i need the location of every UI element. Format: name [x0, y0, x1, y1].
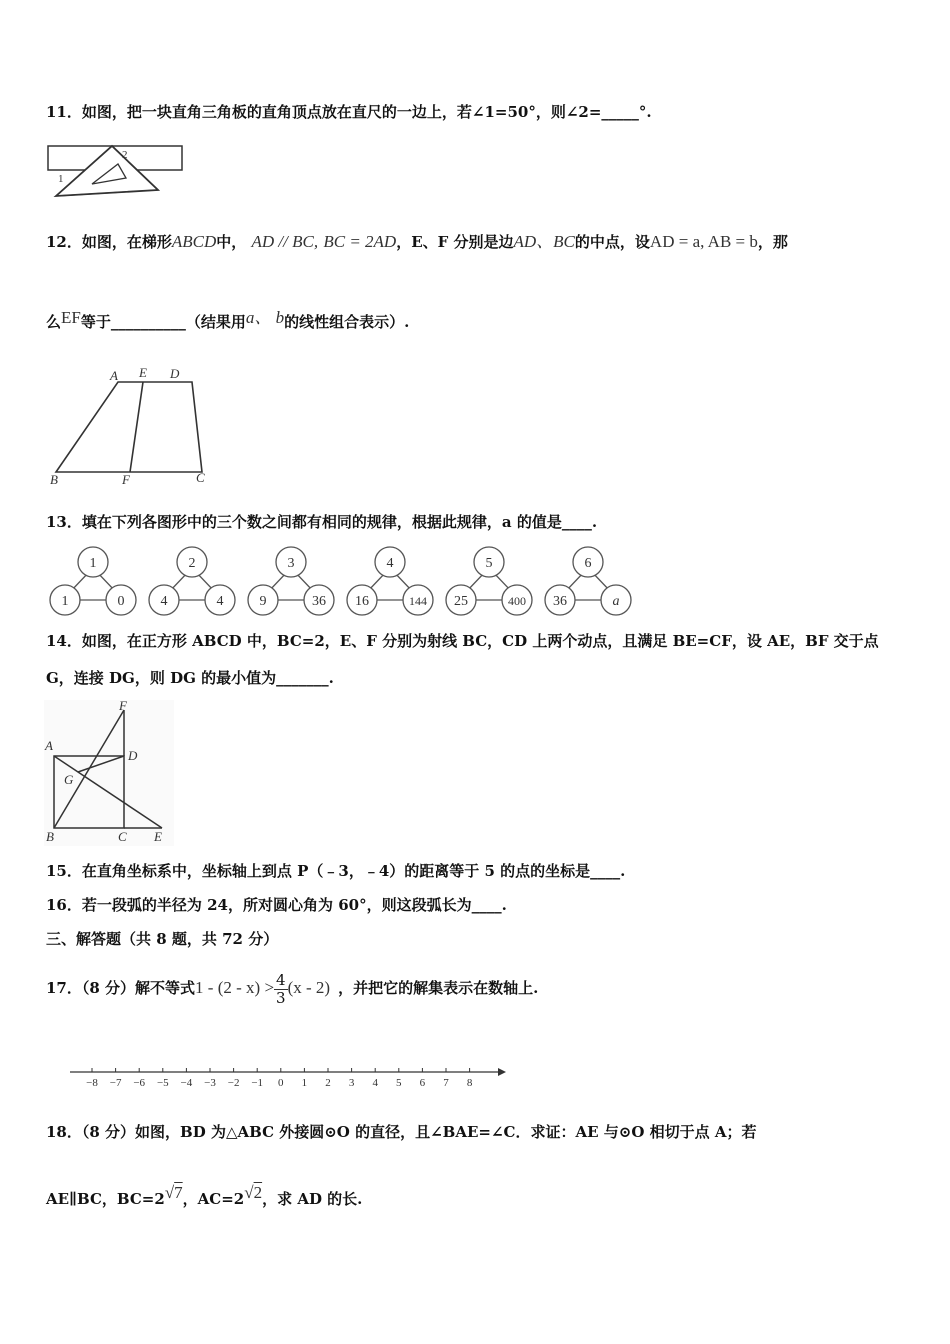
q14-label-G: G [64, 772, 74, 787]
q13-left-number: 25 [454, 594, 468, 609]
q12-label-D: D [170, 366, 180, 381]
q11-label-1: 1 [58, 173, 64, 185]
q13-text: 13．填在下列各图形中的三个数之间都有相同的规律，根据此规律，a 的值是____. [46, 513, 598, 531]
q14-line2: G，连接 DG，则 DG 的最小值为_______. [46, 669, 334, 687]
q13-top-number: 3 [287, 556, 295, 571]
q14-label-B: B [46, 829, 54, 844]
q14-square-figure [44, 700, 174, 846]
q17-tick-label: −4 [180, 1077, 193, 1089]
q12-label-B: B [50, 472, 58, 487]
q13-top-number: 4 [386, 556, 394, 571]
q17-tick-label: −1 [251, 1077, 264, 1089]
q17-tick-label: −5 [156, 1077, 169, 1089]
q13-right-number: 0 [117, 594, 125, 609]
q13-top-number: 2 [188, 556, 196, 571]
q17-tick-label: 0 [278, 1077, 284, 1089]
q14-label-A: A [45, 738, 53, 753]
sqrt7: √7 [164, 1183, 183, 1202]
q13-group [248, 547, 334, 615]
q12-line1: 12．如图，在梯形ABCD中， AD // BC, BC = 2AD，E、F 分别是边AD、BC的中点，设AD = a, AB = b，那 [46, 232, 788, 251]
q12-label-C: C [196, 470, 205, 485]
q13-group [149, 547, 235, 615]
q12-trapezoid-figure [46, 364, 216, 488]
q14-label-F: F [119, 700, 127, 713]
q11-figure [46, 140, 186, 202]
q13-group [545, 547, 631, 615]
q17-tick-label: 4 [372, 1077, 378, 1089]
q17-tick-label: 6 [419, 1077, 426, 1089]
q13-left-number: 4 [160, 594, 168, 609]
q17-tick-label: −3 [204, 1077, 216, 1089]
q13-left-number: 16 [355, 594, 369, 609]
q11-label-2: 2 [122, 149, 128, 161]
q16-text: 16．若一段弧的半径为 24，所对圆心角为 60°，则这段弧长为____. [46, 896, 507, 914]
q12-label-F: F [122, 472, 130, 487]
q17-tick-label: −6 [133, 1077, 146, 1089]
q11-text: 11．如图，把一块直角三角板的直角顶点放在直尺的一边上，若∠1=50°，则∠2=_____°. [46, 103, 652, 121]
q17-tick-label: −2 [227, 1077, 240, 1089]
q17-line: 17．（8 分）解不等式1 - (2 - x) > $\frac{4}{3}$ (x - 2) ，并把它的解集表示在数轴上. [46, 970, 539, 1007]
q17-fraction: $\frac{4}{3}$ [276, 970, 286, 1007]
q17-tick-label: 7 [443, 1077, 449, 1089]
q15-text: 15．在直角坐标系中，坐标轴上到点 P（﹣3，﹣4）的距离等于 5 的点的坐标是____. [46, 862, 626, 880]
q12-label-A: A [110, 368, 118, 383]
q13-left-number: 36 [553, 594, 567, 609]
q13-top-number: 6 [584, 556, 592, 571]
section-heading: 三、解答题（共 8 题，共 72 分） [46, 930, 279, 948]
q13-right-number: 36 [312, 594, 326, 609]
q17-tick-label: 1 [301, 1077, 308, 1089]
q13-group [347, 547, 433, 615]
q13-right-number: a [612, 594, 620, 609]
q13-top-number: 1 [89, 556, 97, 571]
q13-group [446, 547, 532, 615]
q13-left-number: 1 [61, 594, 69, 609]
q14-line1: 14．如图，在正方形 ABCD 中，BC=2，E、F 分别为射线 BC，CD 上两个动点，且满足 BE=CF，设 AE，BF 交于点 [46, 632, 879, 650]
q13-left-number: 9 [259, 594, 267, 609]
q13-right-number: 400 [508, 594, 526, 608]
q12-label-E: E [139, 365, 147, 380]
q14-label-D: D [128, 748, 138, 763]
q13-group [50, 547, 136, 615]
q17-tick-label: −7 [109, 1077, 122, 1089]
q13-right-number: 144 [409, 594, 427, 608]
q14-label-C: C [118, 829, 127, 844]
q13-number-triangles [44, 546, 634, 616]
q13-right-number: 4 [216, 594, 224, 609]
q17-tick-label: 2 [325, 1077, 331, 1089]
q18-line1: 18．（8 分）如图，BD 为△ABC 外接圆⊙O 的直径，且∠BAE=∠C．求证：AE 与⊙O 相切于点 A；若 [46, 1123, 757, 1141]
q17-number-line [66, 1060, 506, 1090]
sqrt2: √2 [244, 1183, 263, 1202]
q14-label-E: E [154, 829, 162, 844]
q12-line2: 么EF等于__________（结果用a、 b的线性组合表示）. [46, 308, 410, 331]
q13-top-number: 5 [485, 556, 493, 571]
q18-line2: AE∥BC，BC=2√7，AC=2√2，求 AD 的长. [46, 1183, 363, 1208]
q17-tick-label: −8 [86, 1077, 98, 1089]
q17-tick-label: 5 [396, 1077, 402, 1089]
q17-tick-label: 3 [348, 1077, 355, 1089]
q17-tick-label: 8 [466, 1077, 473, 1089]
